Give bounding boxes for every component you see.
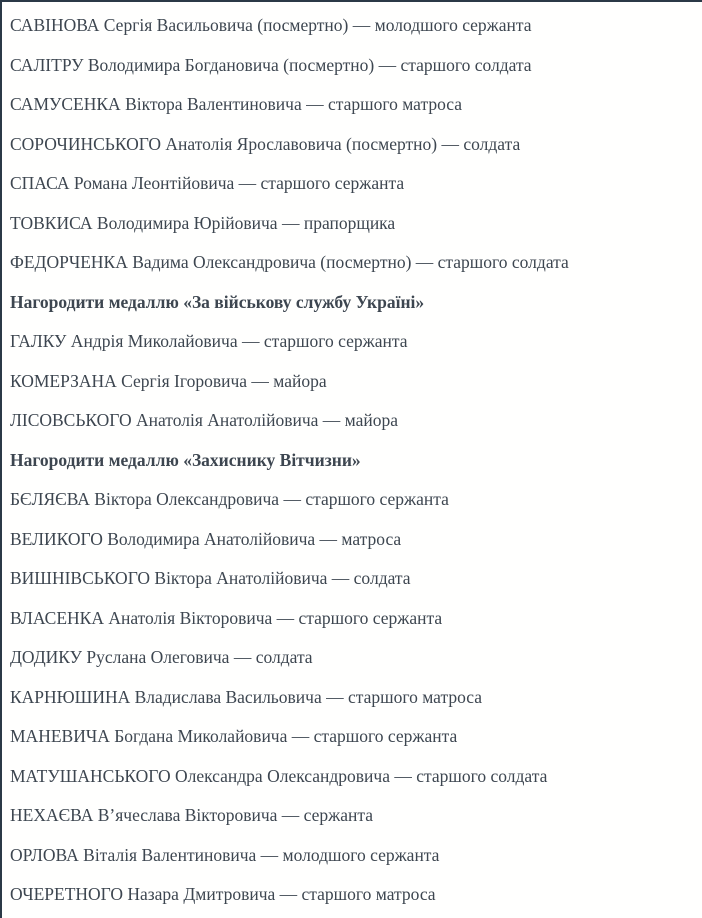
award-entry: ДОДИКУ Руслана Олеговича — солдата bbox=[10, 647, 313, 667]
decree-lines bbox=[2, 2, 702, 904]
award-entry: ВЛАСЕНКА Анатолія Вікторовича — старшого сержанта bbox=[10, 607, 443, 628]
award-entry: ВИШНІВСЬКОГО Віктора Анатолійовича — солдата bbox=[10, 568, 411, 588]
award-entry: ОЧЕРЕТНОГО Назара Дмитровича — старшого матроса bbox=[10, 884, 436, 904]
award-section-heading: Нагородити медаллю «За військову службу Україні» bbox=[10, 291, 425, 312]
award-entry: БЄЛЯЄВА Віктора Олександровича — старшого сержанта bbox=[10, 489, 449, 509]
award-entry: МАТУШАНСЬКОГО Олександра Олександровича — старшого солдата bbox=[10, 765, 548, 786]
award-entry: СОРОЧИНСЬКОГО Анатолія Ярославовича (посмертно) — солдата bbox=[10, 133, 521, 154]
award-entry: САМУСЕНКА Віктора Валентиновича — старшого матроса bbox=[10, 94, 463, 114]
award-entry: СПАСА Романа Леонтійовича — старшого сержанта bbox=[10, 173, 405, 193]
award-entry: САВІНОВА Сергія Васильовича (посмертно) — молодшого сержанта bbox=[10, 15, 532, 35]
award-entry: САЛІТРУ Володимира Богдановича (посмертно) — старшого солдата bbox=[10, 54, 532, 75]
award-entry: КОМЕРЗАНА Сергія Ігоровича — майора bbox=[10, 370, 327, 391]
award-entry: ТОВКИСА Володимира Юрійовича — прапорщика bbox=[10, 212, 396, 233]
award-entry: НЕХАЄВА В’ячеслава Вікторовича — сержанта bbox=[10, 805, 374, 825]
award-entry: ОРЛОВА Віталія Валентиновича — молодшого сержанта bbox=[10, 844, 440, 865]
award-entry: ВЕЛИКОГО Володимира Анатолійовича — матроса bbox=[10, 528, 402, 549]
award-entry: ФЕДОРЧЕНКА Вадима Олександровича (посмертно) — старшого солдата bbox=[10, 252, 569, 272]
award-entry: ГАЛКУ Андрія Миколайовича — старшого сержанта bbox=[10, 331, 408, 351]
award-entry: ЛІСОВСЬКОГО Анатолія Анатолійовича — майора bbox=[10, 410, 399, 430]
award-entry: МАНЕВИЧА Богдана Миколайовича — старшого сержанта bbox=[10, 726, 458, 746]
award-section-heading: Нагородити медаллю «Захиснику Вітчизни» bbox=[10, 449, 361, 470]
award-entry: КАРНЮШИНА Владислава Васильовича — старшого матроса bbox=[10, 686, 483, 707]
